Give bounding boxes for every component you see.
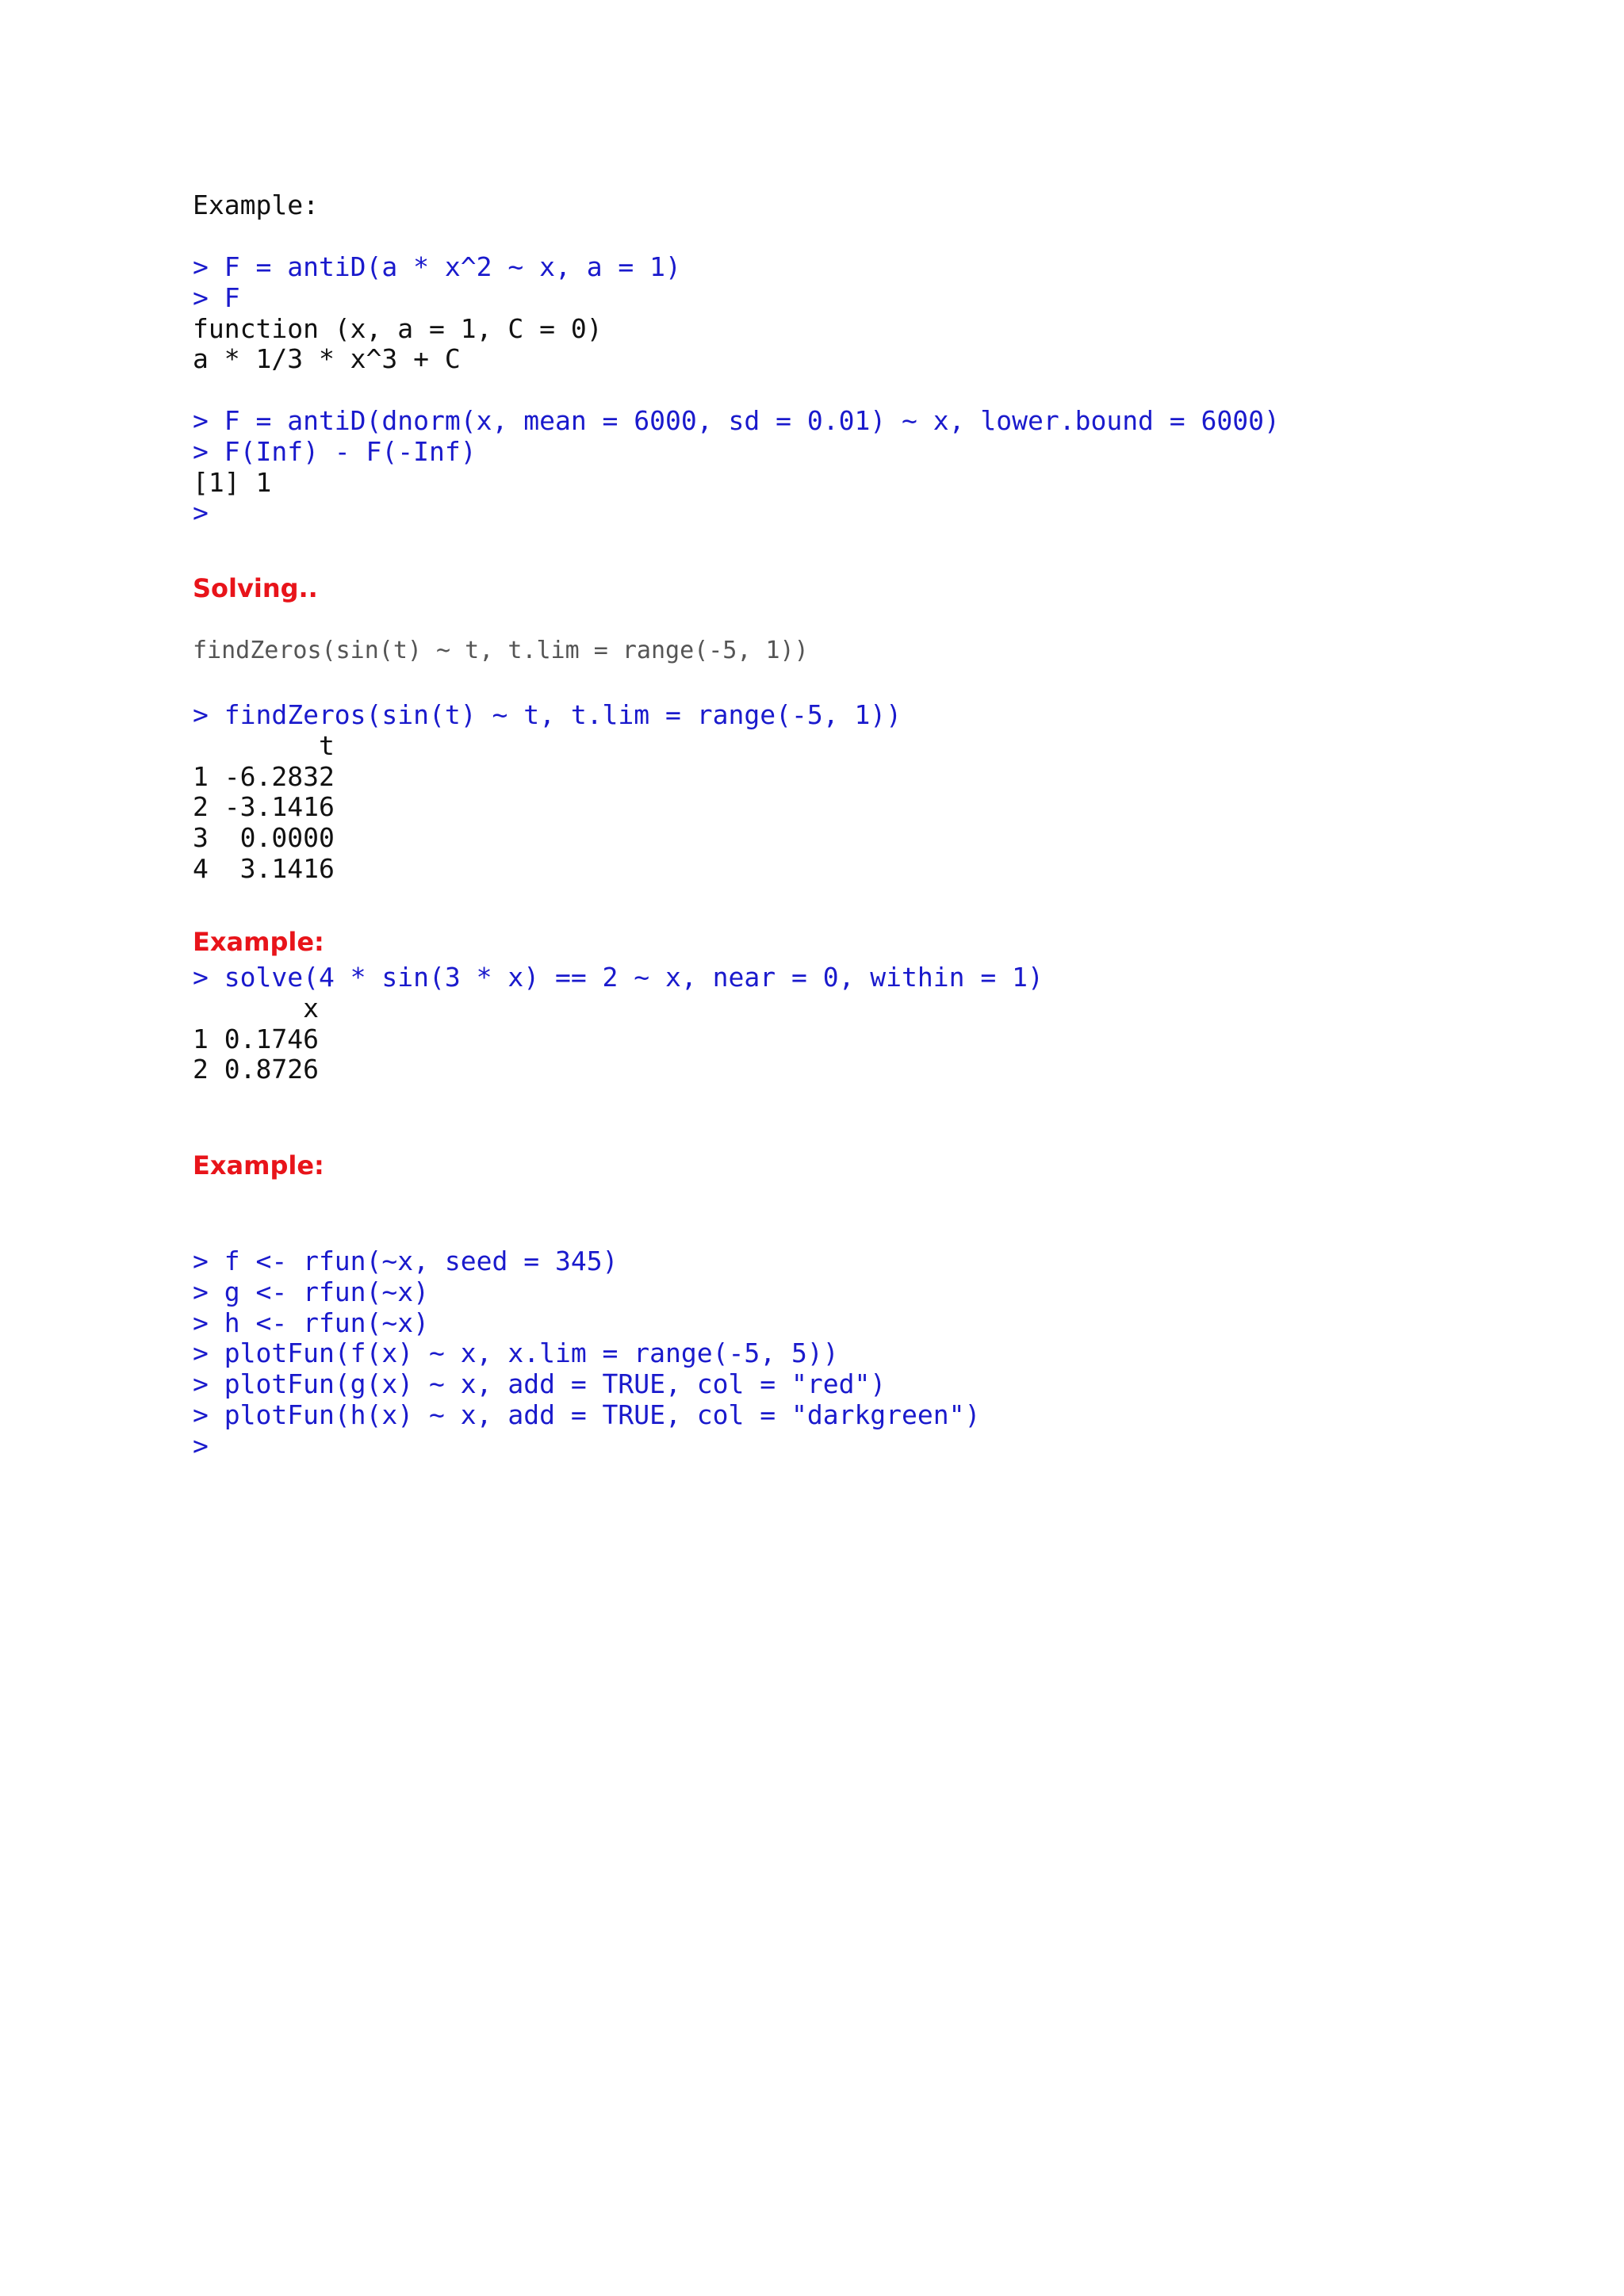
console-blank-line xyxy=(193,375,1280,406)
console-output-line: 3 0.0000 xyxy=(193,822,335,854)
plotfun-console-block xyxy=(193,1246,980,1462)
console-output-line: x xyxy=(193,992,319,1024)
console-command-line: > g <- rfun(~x) xyxy=(193,1276,430,1307)
example-label: Example: xyxy=(193,189,319,220)
console-command-line: > F = antiD(a * x^2 ~ x, a = 1) xyxy=(193,251,681,282)
console-command-line: > plotFun(h(x) ~ x, add = TRUE, col = "darkgreen") xyxy=(193,1399,981,1430)
solve-example-heading: Example: xyxy=(193,927,324,957)
console-command-line: > xyxy=(193,1429,209,1461)
findzeros-console-block xyxy=(193,700,902,885)
console-command-line: > h <- rfun(~x) xyxy=(193,1307,430,1338)
console-output-line: a * 1/3 * x^3 + C xyxy=(193,343,461,375)
console-command-line: > F = antiD(dnorm(x, mean = 6000, sd = 0.01) ~ x, lower.bound = 6000) xyxy=(193,404,1280,436)
console-output-line: 1 0.1746 xyxy=(193,1023,319,1054)
console-command-line: > f <- rfun(~x, seed = 345) xyxy=(193,1246,619,1276)
console-command-line: > findZeros(sin(t) ~ t, t.lim = range(-5, 1)) xyxy=(193,699,902,730)
console-command-line: > F xyxy=(193,281,240,313)
console-output-line: 1 -6.2832 xyxy=(193,760,335,792)
console-command-line: > solve(4 * sin(3 * x) == 2 ~ x, near = 0, within = 1) xyxy=(193,962,1044,993)
plotfun-example-heading: Example: xyxy=(193,1150,324,1181)
console-output-line: 4 3.1416 xyxy=(193,852,335,884)
antid-console-block xyxy=(193,252,1280,529)
console-output-line: 2 0.8726 xyxy=(193,1054,319,1085)
console-command-line: > plotFun(f(x) ~ x, x.lim = range(-5, 5)) xyxy=(193,1337,839,1369)
console-output-line: [1] 1 xyxy=(193,466,272,498)
console-output-line: 2 -3.1416 xyxy=(193,791,335,823)
console-command-line: > xyxy=(193,497,209,529)
console-command-line: > F(Inf) - F(-Inf) xyxy=(193,435,477,467)
console-output-line: function (x, a = 1, C = 0) xyxy=(193,312,603,344)
console-command-line: > plotFun(g(x) ~ x, add = TRUE, col = "red") xyxy=(193,1368,887,1400)
findzeros-code-line: findZeros(sin(t) ~ t, t.lim = range(-5, 1)) xyxy=(193,637,809,664)
console-output-line: t xyxy=(193,729,335,761)
solve-console-block xyxy=(193,962,1044,1085)
solving-heading: Solving.. xyxy=(193,573,318,603)
